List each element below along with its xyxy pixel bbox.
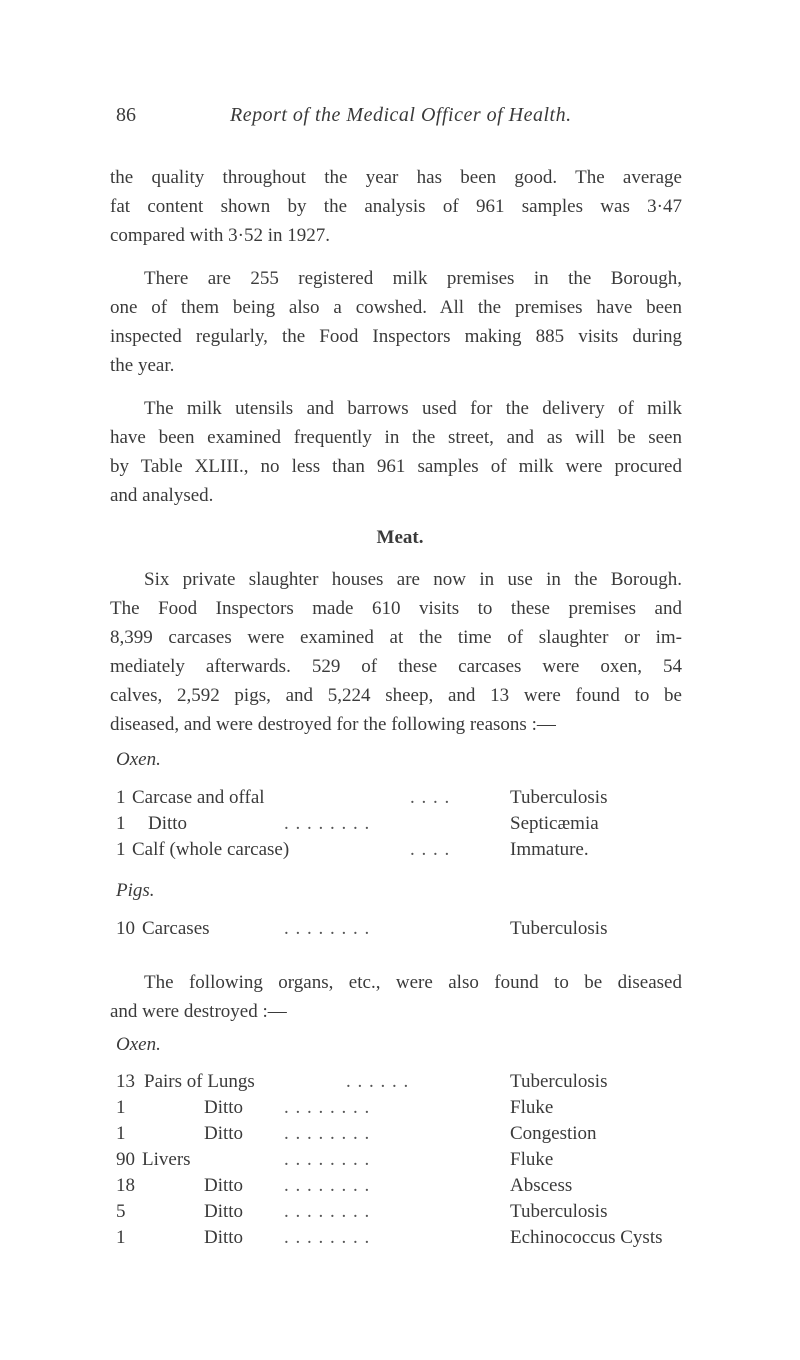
leader-dots: . . . . . . . . [284, 1227, 371, 1248]
leader-dots: . . . . . . . . [284, 1149, 371, 1170]
text-line: the quality throughout the year has been good. The average [110, 167, 682, 188]
reason: Fluke [510, 1097, 554, 1118]
paragraph-milk-premises [110, 264, 682, 380]
table-row [116, 1097, 636, 1123]
item-name: Ditto [204, 1123, 244, 1144]
reason: Tuberculosis [510, 1071, 608, 1092]
table-row [116, 813, 636, 839]
table-row [116, 1123, 636, 1149]
text-line: compared with 3·52 in 1927. [110, 225, 331, 246]
running-title: Report of the Medical Officer of Health. [230, 104, 572, 126]
table-row [116, 839, 636, 865]
item-name: Pairs of Lungs [144, 1071, 255, 1092]
table-row [116, 1201, 636, 1227]
text-line: Six private slaughter houses are now in use in the Borough. [144, 569, 682, 590]
text-line: have been examined frequently in the street, and as will be seen [110, 427, 682, 448]
quantity: 90 [116, 1149, 135, 1170]
leader-dots: . . . . [410, 787, 451, 808]
text-line: and analysed. [110, 485, 214, 506]
section-heading-meat: Meat. [376, 527, 424, 548]
item-name: Ditto [204, 1175, 244, 1196]
subheading-pigs: Pigs. [116, 880, 155, 901]
item-name: Carcases [142, 918, 210, 939]
subheading-oxen: Oxen. [116, 749, 161, 770]
item-name: Ditto [204, 1201, 244, 1222]
paragraph-organs-intro [110, 968, 682, 1026]
text-line: by Table XLIII., no less than 961 samples of milk were procured [110, 456, 682, 477]
leader-dots: . . . . . . . . [284, 918, 371, 939]
leader-dots: . . . . . . . . [284, 1123, 371, 1144]
text-line: fat content shown by the analysis of 961 samples was 3·47 [110, 196, 682, 217]
leader-dots: . . . . . . . . [284, 1201, 371, 1222]
quantity: 1 [116, 787, 126, 808]
text-line: diseased, and were destroyed for the following reasons :— [110, 714, 556, 735]
item-name: Ditto [204, 1097, 244, 1118]
reason: Abscess [510, 1175, 573, 1196]
leader-dots: . . . . . . . . [284, 813, 371, 834]
page-number: 86 [116, 104, 136, 126]
text-line: one of them being also a cowshed. All the premises have been [110, 297, 682, 318]
table-row [116, 787, 636, 813]
quantity: 18 [116, 1175, 135, 1196]
reason: Congestion [510, 1123, 597, 1144]
text-line: 8,399 carcases were examined at the time of slaughter or im- [110, 627, 682, 648]
leader-dots: . . . . . . . . [284, 1097, 371, 1118]
text-line: and were destroyed :— [110, 1001, 287, 1022]
leader-dots: . . . . . . [346, 1071, 410, 1092]
reason: Tuberculosis [510, 918, 608, 939]
quantity: 1 [116, 1227, 126, 1248]
text-line: The Food Inspectors made 610 visits to these premises and [110, 598, 682, 619]
text-line: The milk utensils and barrows used for the delivery of milk [144, 398, 682, 419]
quantity: 1 [116, 813, 126, 834]
quantity: 1 [116, 1123, 126, 1144]
paragraph-milk-utensils [110, 394, 682, 510]
paragraph-milk-quality [110, 163, 682, 250]
reason: Echinococcus Cysts [510, 1227, 663, 1248]
item-name: Carcase and offal [132, 787, 265, 808]
table-row [116, 1071, 636, 1097]
item-name: Ditto [204, 1227, 244, 1248]
leader-dots: . . . . [410, 839, 451, 860]
item-name: Ditto [148, 813, 188, 834]
reason: Tuberculosis [510, 1201, 608, 1222]
quantity: 5 [116, 1201, 126, 1222]
paragraph-slaughter-houses [110, 565, 682, 739]
text-line: mediately afterwards. 529 of these carcases were oxen, 54 [110, 656, 682, 677]
reason: Tuberculosis [510, 787, 608, 808]
table-row [116, 1227, 663, 1253]
quantity: 10 [116, 918, 135, 939]
subheading-organs-oxen: Oxen. [116, 1034, 161, 1055]
table-row [116, 1149, 636, 1175]
text-line: There are 255 registered milk premises in the Borough, [144, 268, 682, 289]
quantity: 13 [116, 1071, 135, 1092]
text-line: the year. [110, 355, 175, 376]
reason: Septicæmia [510, 813, 599, 834]
text-line: calves, 2,592 pigs, and 5,224 sheep, and 13 were found to be [110, 685, 682, 706]
quantity: 1 [116, 839, 126, 860]
text-line: The following organs, etc., were also found to be diseased [144, 972, 682, 993]
table-row [116, 918, 636, 944]
item-name: Livers [142, 1149, 191, 1170]
reason: Immature. [510, 839, 589, 860]
table-row [116, 1175, 636, 1201]
quantity: 1 [116, 1097, 126, 1118]
item-name: Calf (whole carcase) [132, 839, 290, 860]
leader-dots: . . . . . . . . [284, 1175, 371, 1196]
reason: Fluke [510, 1149, 554, 1170]
text-line: inspected regularly, the Food Inspectors making 885 visits during [110, 326, 682, 347]
